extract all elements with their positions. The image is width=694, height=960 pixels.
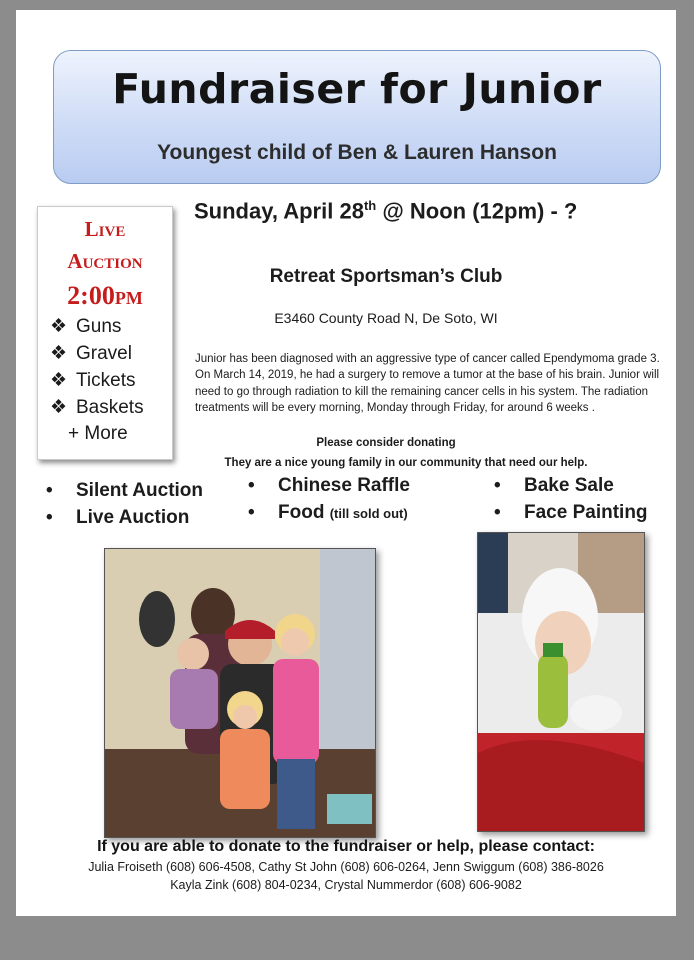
flyer-page	[16, 10, 676, 916]
activity-item	[46, 507, 189, 529]
event-date	[194, 198, 674, 224]
auction-time: 2:00pm	[67, 281, 143, 310]
contact-line: Julia Froiseth (608) 606-4508, Cathy St John (608) 606-0264, Jenn Swiggum (608) 386-8026	[88, 860, 604, 874]
auction-heading-live: Live	[84, 217, 126, 241]
hospital-photo	[477, 532, 645, 832]
contact-line: Kayla Zink (608) 804-0234, Crystal Nummerdor (608) 606-9082	[170, 878, 522, 892]
activity-label: Bake Sale	[524, 475, 614, 496]
bullet-icon: •	[46, 480, 53, 501]
event-date-suffix: th	[363, 198, 377, 213]
event-venue: Retreat Sportsman’s Club	[269, 266, 503, 287]
bullet-icon: •	[494, 502, 501, 523]
contact-heading: If you are able to donate to the fundraiser or help, please contact:	[97, 838, 595, 855]
diamond-bullet-icon: ❖	[50, 397, 68, 418]
bullet-icon: •	[248, 502, 255, 523]
auction-more: + More	[68, 423, 128, 444]
activity-item	[248, 475, 410, 497]
auction-item-label: Gravel	[76, 343, 132, 364]
flyer-subtitle: Youngest child of Ben & Lauren Hanson	[157, 141, 557, 164]
activity-label: Live Auction	[76, 507, 190, 528]
bullet-icon: •	[494, 475, 501, 496]
diamond-bullet-icon: ❖	[50, 370, 68, 391]
auction-item-label: Baskets	[76, 397, 144, 418]
event-date-time: @ Noon (12pm) - ?	[376, 198, 578, 224]
event-date-main: Sunday, April 28	[194, 198, 364, 224]
auction-item	[50, 315, 121, 338]
activity-item	[494, 475, 614, 497]
event-address: E3460 County Road N, De Soto, WI	[274, 310, 498, 326]
bullet-icon: •	[248, 475, 255, 496]
activity-label: Face Painting	[524, 502, 648, 523]
activity-label: Silent Auction	[76, 480, 204, 501]
activity-note: (till sold out)	[329, 506, 408, 521]
auction-heading-auction: Auction	[67, 249, 143, 273]
auction-item-label: Tickets	[76, 370, 136, 391]
auction-item	[50, 342, 132, 365]
hospital-photo-illustration	[478, 533, 644, 831]
diamond-bullet-icon: ❖	[50, 316, 68, 337]
family-appeal: They are a nice young family in our community that need our help.	[224, 457, 588, 469]
auction-item-label: Guns	[76, 316, 122, 337]
flyer-title: Fundraiser for Junior	[112, 65, 602, 113]
donate-appeal: Please consider donating	[316, 437, 456, 449]
activity-item	[494, 502, 648, 524]
activity-label: Food	[278, 502, 325, 523]
auction-item	[50, 396, 144, 419]
title-banner	[53, 50, 661, 184]
activity-item	[46, 480, 203, 502]
bullet-icon: •	[46, 507, 53, 528]
family-photo-illustration	[105, 549, 375, 837]
auction-item	[50, 369, 135, 392]
live-auction-box	[37, 206, 173, 460]
family-photo	[104, 548, 376, 838]
activity-item	[248, 502, 408, 524]
activity-label: Chinese Raffle	[278, 475, 410, 496]
story-paragraph: Junior has been diagnosed with an aggressive type of cancer called Ependymoma grade 3. On March 14, 2019, he had a surgery to remove a tumor at the base of his brain. Junior will need to go through radiation to kill the remaining cancer cells in his system. The radiation treatments will be every morning, Monday through Friday, for around 6 weeks .	[195, 353, 660, 415]
diamond-bullet-icon: ❖	[50, 343, 68, 364]
